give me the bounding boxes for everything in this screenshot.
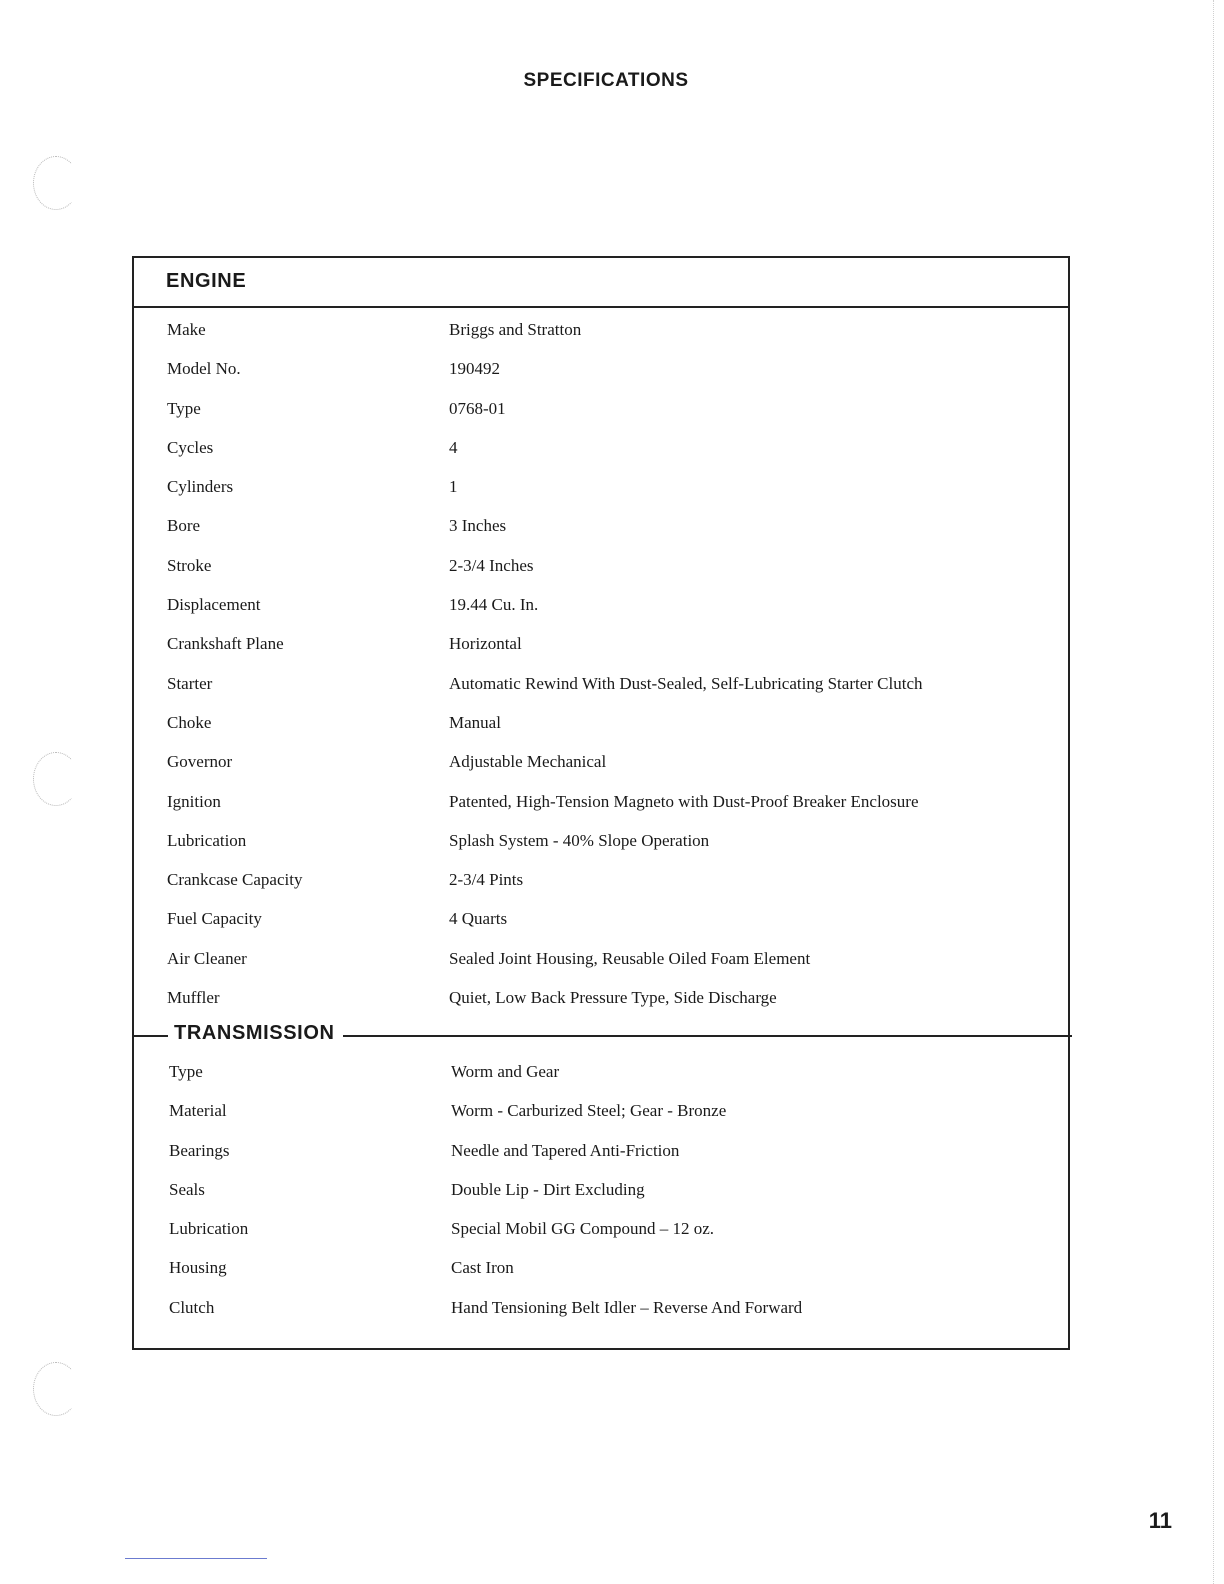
spec-label: Air Cleaner — [167, 948, 247, 968]
spec-row — [134, 399, 1068, 438]
binder-hole-mark — [33, 1362, 79, 1416]
spec-row — [134, 595, 1068, 634]
spec-label: Ignition — [167, 791, 221, 811]
spec-value: 4 Quarts — [449, 909, 508, 929]
spec-value: Adjustable Mechanical — [449, 752, 607, 772]
spec-row — [134, 1101, 1068, 1140]
spec-row — [134, 477, 1068, 516]
spec-label: Model No. — [167, 359, 241, 379]
spec-label: Fuel Capacity — [167, 909, 262, 929]
spec-row — [134, 713, 1068, 752]
spec-row — [134, 516, 1068, 555]
spec-label: Type — [169, 1062, 203, 1081]
spec-value: Hand Tensioning Belt Idler – Reverse And Forward — [451, 1297, 803, 1317]
footer-rule — [125, 1558, 267, 1559]
spec-value: Quiet, Low Back Pressure Type, Side Discharge — [449, 988, 777, 1008]
spec-row — [134, 870, 1068, 909]
spec-label: Governor — [167, 752, 233, 772]
spec-value: 190492 — [449, 359, 500, 379]
spec-label: Starter — [167, 673, 213, 693]
spec-value: 4 — [449, 437, 458, 457]
spec-label: Crankshaft Plane — [167, 634, 284, 654]
spec-value: Automatic Rewind With Dust-Sealed, Self-Lubricating Starter Clutch — [449, 673, 923, 693]
page-edge — [1213, 0, 1214, 1584]
page-number: 11 — [1148, 1508, 1172, 1533]
spec-label: Housing — [169, 1258, 227, 1278]
spec-value: Manual — [449, 712, 501, 732]
spec-value: 3 Inches — [449, 516, 507, 536]
spec-value: 2-3/4 Inches — [449, 555, 534, 575]
binder-hole-mark — [33, 156, 79, 210]
spec-row — [134, 359, 1068, 398]
spec-value: Double Lip - Dirt Excluding — [451, 1179, 645, 1199]
spec-value: Worm and Gear — [451, 1062, 560, 1081]
engine-spec-list — [134, 320, 1068, 1027]
spec-value: 0768-01 — [449, 398, 506, 418]
spec-label: Type — [167, 398, 201, 418]
spec-value: Horizontal — [449, 634, 522, 654]
spec-label: Lubrication — [169, 1219, 249, 1239]
spec-row — [134, 752, 1068, 791]
binder-hole-mark — [33, 752, 79, 806]
spec-label: Material — [169, 1101, 227, 1121]
spec-value: Special Mobil GG Compound – 12 oz. — [451, 1219, 715, 1239]
spec-label: Make — [167, 320, 206, 339]
spec-value: Sealed Joint Housing, Reusable Oiled Foam Element — [449, 948, 811, 968]
spec-value: Splash System - 40% Slope Operation — [449, 830, 710, 850]
spec-row — [134, 909, 1068, 948]
spec-label: Bore — [167, 516, 201, 536]
transmission-heading: TRANSMISSION — [168, 1022, 343, 1045]
spec-label: Muffler — [167, 988, 220, 1008]
spec-value: Worm - Carburized Steel; Gear - Bronze — [451, 1101, 727, 1121]
spec-value: 2-3/4 Pints — [449, 870, 524, 890]
spec-value: Briggs and Stratton — [449, 320, 582, 339]
spec-row — [134, 949, 1068, 988]
transmission-spec-list — [134, 1062, 1068, 1337]
engine-section-header — [134, 258, 1068, 308]
spec-label: Stroke — [167, 555, 212, 575]
spec-label: Cycles — [167, 437, 214, 457]
spec-value: Cast Iron — [451, 1258, 514, 1278]
spec-value: Needle and Tapered Anti-Friction — [451, 1140, 680, 1160]
spec-label: Clutch — [169, 1297, 215, 1317]
spec-row — [134, 320, 1068, 359]
spec-row — [134, 1141, 1068, 1180]
spec-label: Crankcase Capacity — [167, 870, 303, 890]
spec-row — [134, 1180, 1068, 1219]
spec-value: 19.44 Cu. In. — [449, 595, 539, 615]
spec-label: Choke — [167, 712, 212, 732]
spec-row — [134, 674, 1068, 713]
spec-row — [134, 1062, 1068, 1101]
specifications-table — [132, 256, 1070, 1350]
spec-value: Patented, High-Tension Magneto with Dust-Proof Breaker Enclosure — [449, 791, 919, 811]
page-title: SPECIFICATIONS — [523, 70, 689, 91]
spec-label: Lubrication — [167, 830, 247, 850]
spec-label: Displacement — [167, 595, 261, 615]
spec-row — [134, 792, 1068, 831]
spec-row — [134, 831, 1068, 870]
spec-row — [134, 438, 1068, 477]
spec-row — [134, 1298, 1068, 1337]
engine-heading: ENGINE — [166, 270, 247, 292]
spec-row — [134, 1258, 1068, 1297]
spec-label: Seals — [169, 1179, 205, 1199]
transmission-section-header — [134, 1018, 1068, 1044]
spec-row — [134, 556, 1068, 595]
spec-label: Cylinders — [167, 477, 234, 497]
spec-label: Bearings — [169, 1140, 230, 1160]
spec-row — [134, 634, 1068, 673]
spec-value: 1 — [449, 477, 458, 497]
spec-row — [134, 1219, 1068, 1258]
